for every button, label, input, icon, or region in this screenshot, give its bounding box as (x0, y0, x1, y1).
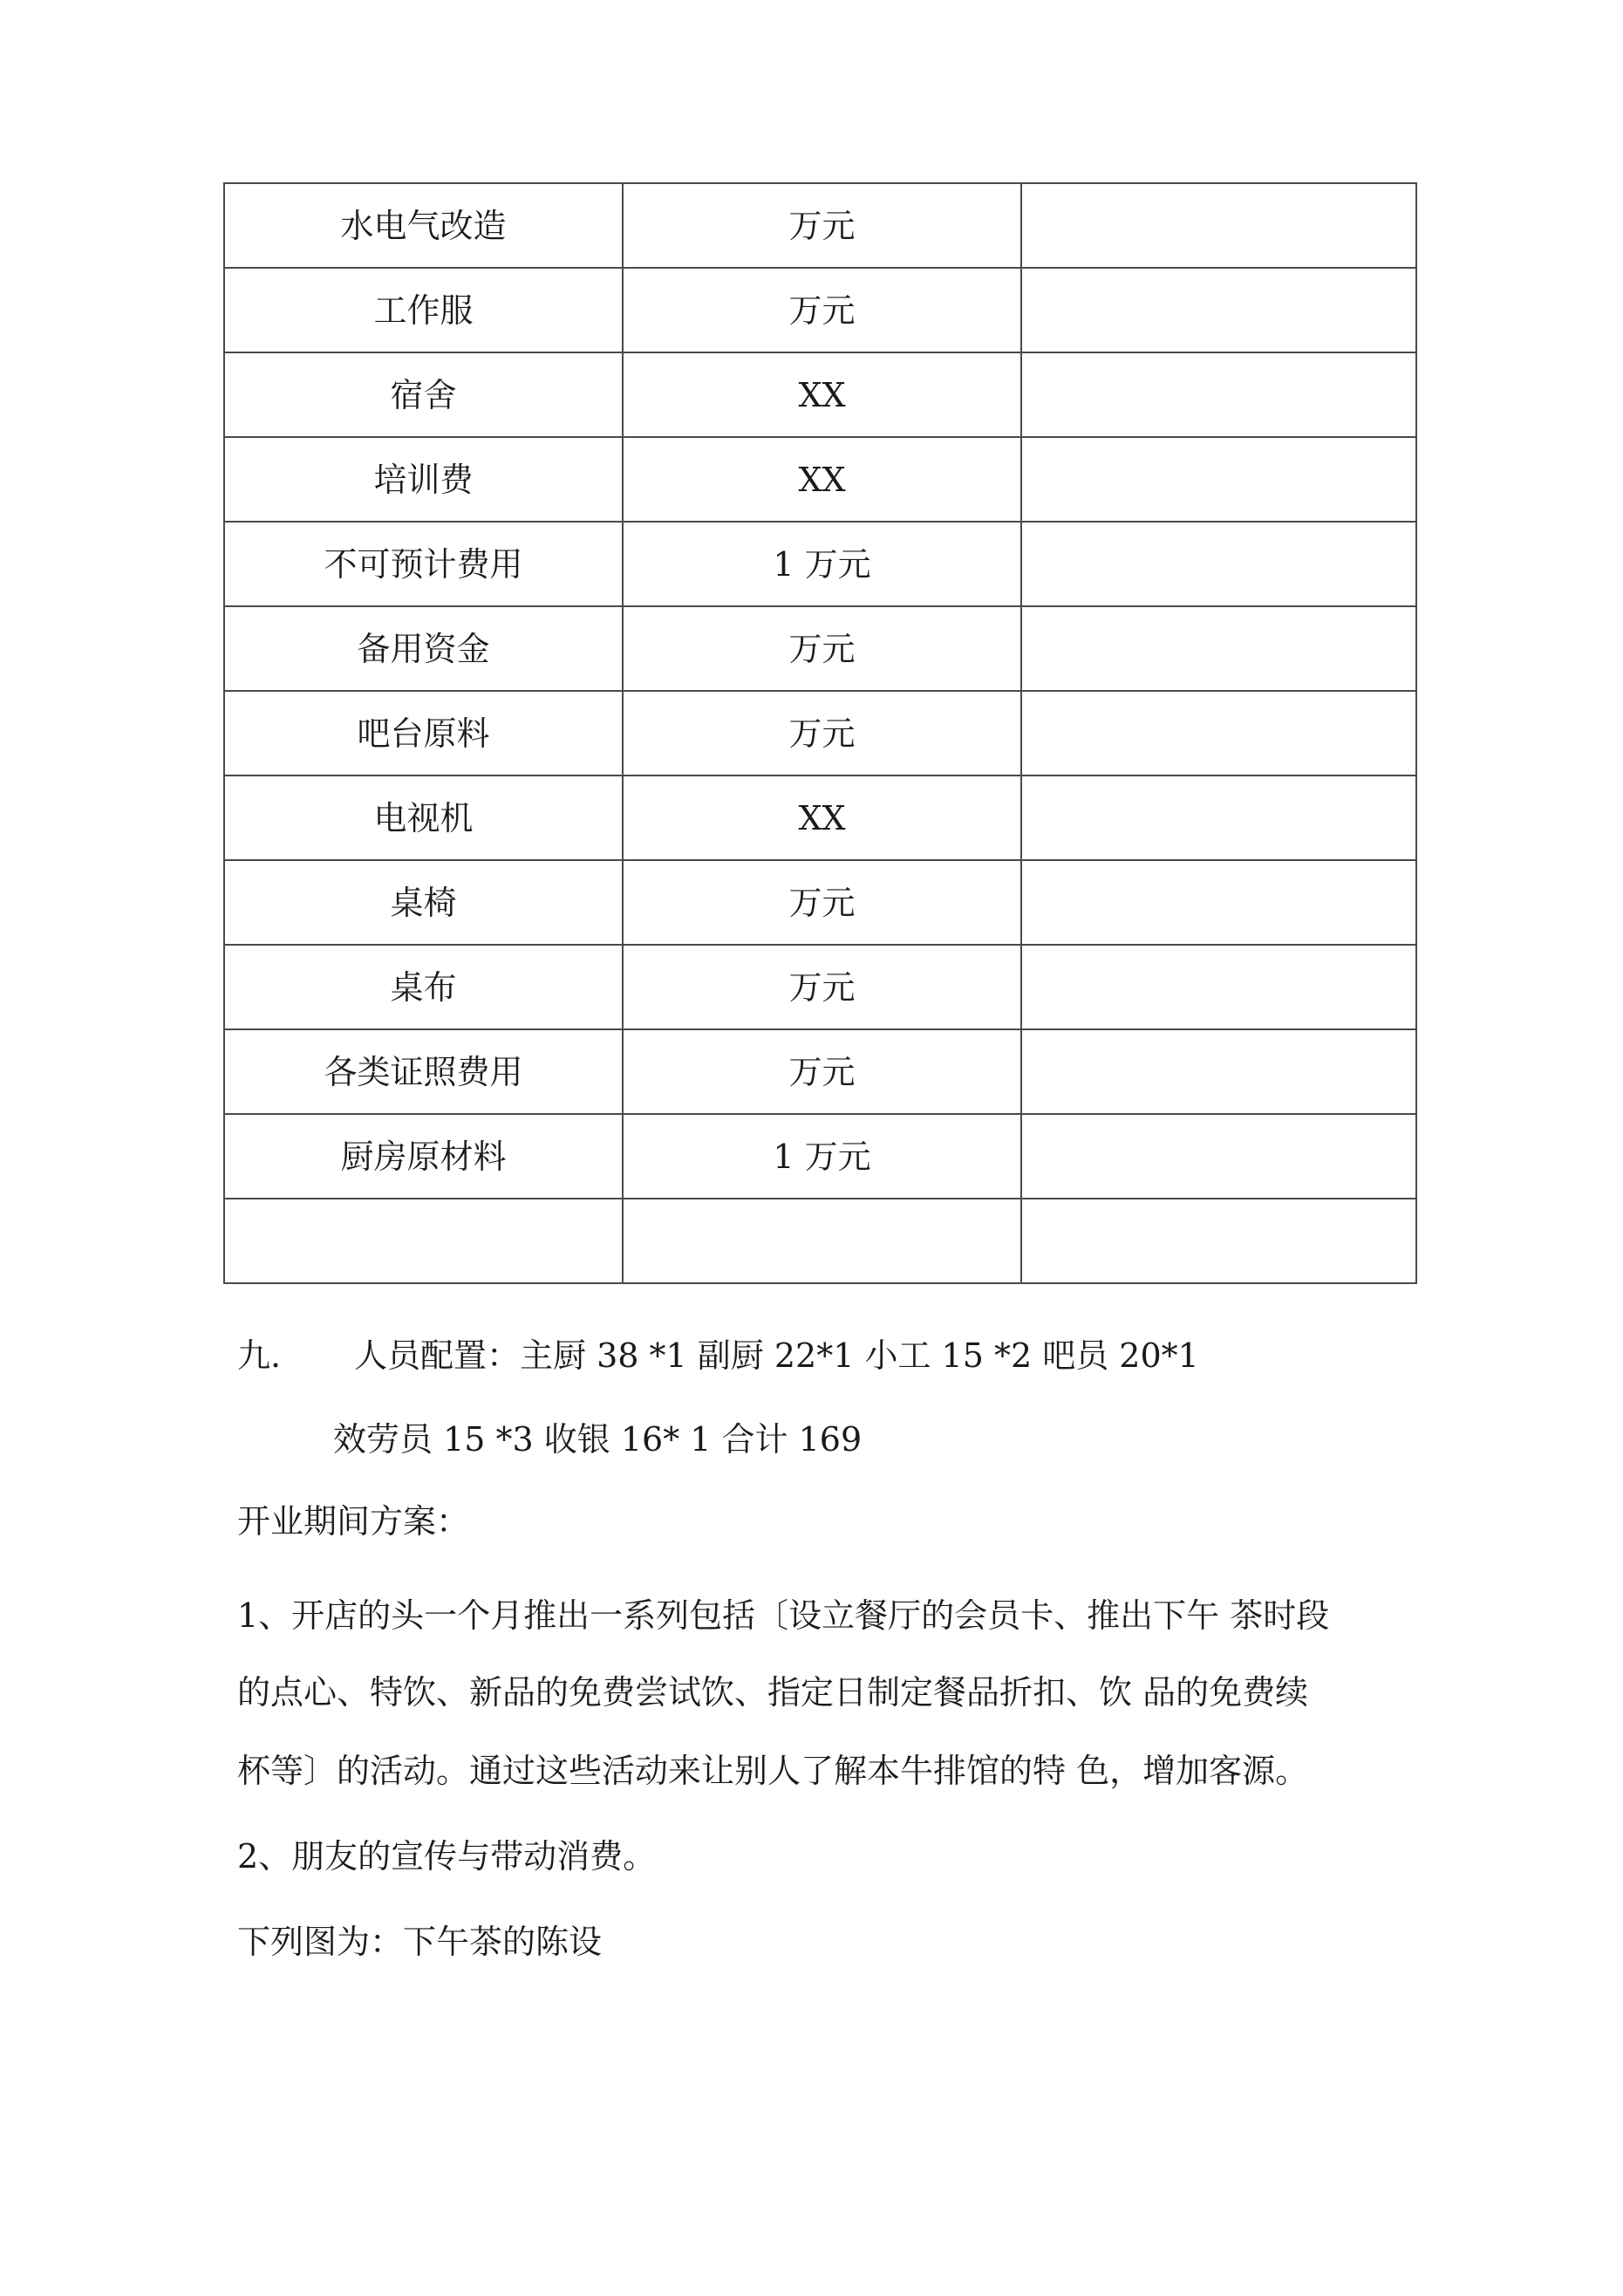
amount-cell: 万元 (623, 183, 1021, 268)
item-cell: 桌椅 (224, 860, 623, 945)
amount-cell: 万元 (623, 268, 1021, 352)
amount-cell: 1 万元 (623, 522, 1021, 606)
amount-cell: 1 万元 (623, 1114, 1021, 1199)
table-row (224, 606, 1416, 691)
item-cell: 工作服 (224, 268, 623, 352)
table-row (224, 522, 1416, 606)
table-row (224, 1199, 1416, 1283)
note-cell (1021, 691, 1416, 776)
note-cell (1021, 183, 1416, 268)
table-row (224, 1029, 1416, 1114)
note-cell (1021, 1029, 1416, 1114)
plan-item-1-line-3: 杯等〕的活动。通过这些活动来让别人了解本牛排馆的特 色，增加客源。 (237, 1752, 1309, 1790)
note-cell (1021, 1199, 1416, 1283)
amount-cell: 万元 (623, 1029, 1021, 1114)
amount-cell: 万元 (623, 860, 1021, 945)
table-row (224, 183, 1416, 268)
note-cell (1021, 352, 1416, 437)
cost-table (223, 182, 1417, 1284)
section-number: 九. (237, 1336, 282, 1375)
note-cell (1021, 945, 1416, 1029)
note-cell (1021, 1114, 1416, 1199)
plan-item-1-line-2: 的点心、特饮、新品的免费尝试饮、指定日制定餐品折扣、饮 品的免费续 (237, 1673, 1309, 1712)
item-cell (224, 1199, 623, 1283)
staffing-total-line: 效劳员 15 *3 收银 16* 1 合计 169 (333, 1420, 863, 1459)
note-cell (1021, 860, 1416, 945)
note-cell (1021, 522, 1416, 606)
plan-item-2: 2、朋友的宣传与带动消费。 (237, 1837, 657, 1876)
table-row (224, 776, 1416, 860)
table-row (224, 437, 1416, 522)
item-cell: 电视机 (224, 776, 623, 860)
amount-cell: 万元 (623, 945, 1021, 1029)
item-cell: 水电气改造 (224, 183, 623, 268)
plan-item-1-line-1: 1、开店的头一个月推出一系列包括〔设立餐厅的会员卡、推出下午 茶时段 (237, 1596, 1330, 1635)
amount-cell: XX (623, 776, 1021, 860)
note-cell (1021, 437, 1416, 522)
item-cell: 宿舍 (224, 352, 623, 437)
table-row (224, 691, 1416, 776)
note-cell (1021, 268, 1416, 352)
item-cell: 吧台原料 (224, 691, 623, 776)
item-cell: 培训费 (224, 437, 623, 522)
staffing-line: 人员配置：主厨 38 *1 副厨 22*1 小工 15 *2 吧员 20*1 (354, 1336, 1199, 1375)
item-cell: 不可预计费用 (224, 522, 623, 606)
item-cell: 各类证照费用 (224, 1029, 623, 1114)
amount-cell: 万元 (623, 606, 1021, 691)
amount-cell: XX (623, 437, 1021, 522)
opening-plan-heading: 开业期间方案： (237, 1502, 470, 1541)
amount-cell (623, 1199, 1021, 1283)
table-row (224, 268, 1416, 352)
image-caption: 下列图为：下午茶的陈设 (237, 1923, 603, 1961)
table-row (224, 1114, 1416, 1199)
table-row (224, 352, 1416, 437)
amount-cell: XX (623, 352, 1021, 437)
note-cell (1021, 606, 1416, 691)
amount-cell: 万元 (623, 691, 1021, 776)
item-cell: 厨房原材料 (224, 1114, 623, 1199)
item-cell: 桌布 (224, 945, 623, 1029)
note-cell (1021, 776, 1416, 860)
table-row (224, 945, 1416, 1029)
table-row (224, 860, 1416, 945)
cost-table-body (224, 183, 1416, 1283)
item-cell: 备用资金 (224, 606, 623, 691)
